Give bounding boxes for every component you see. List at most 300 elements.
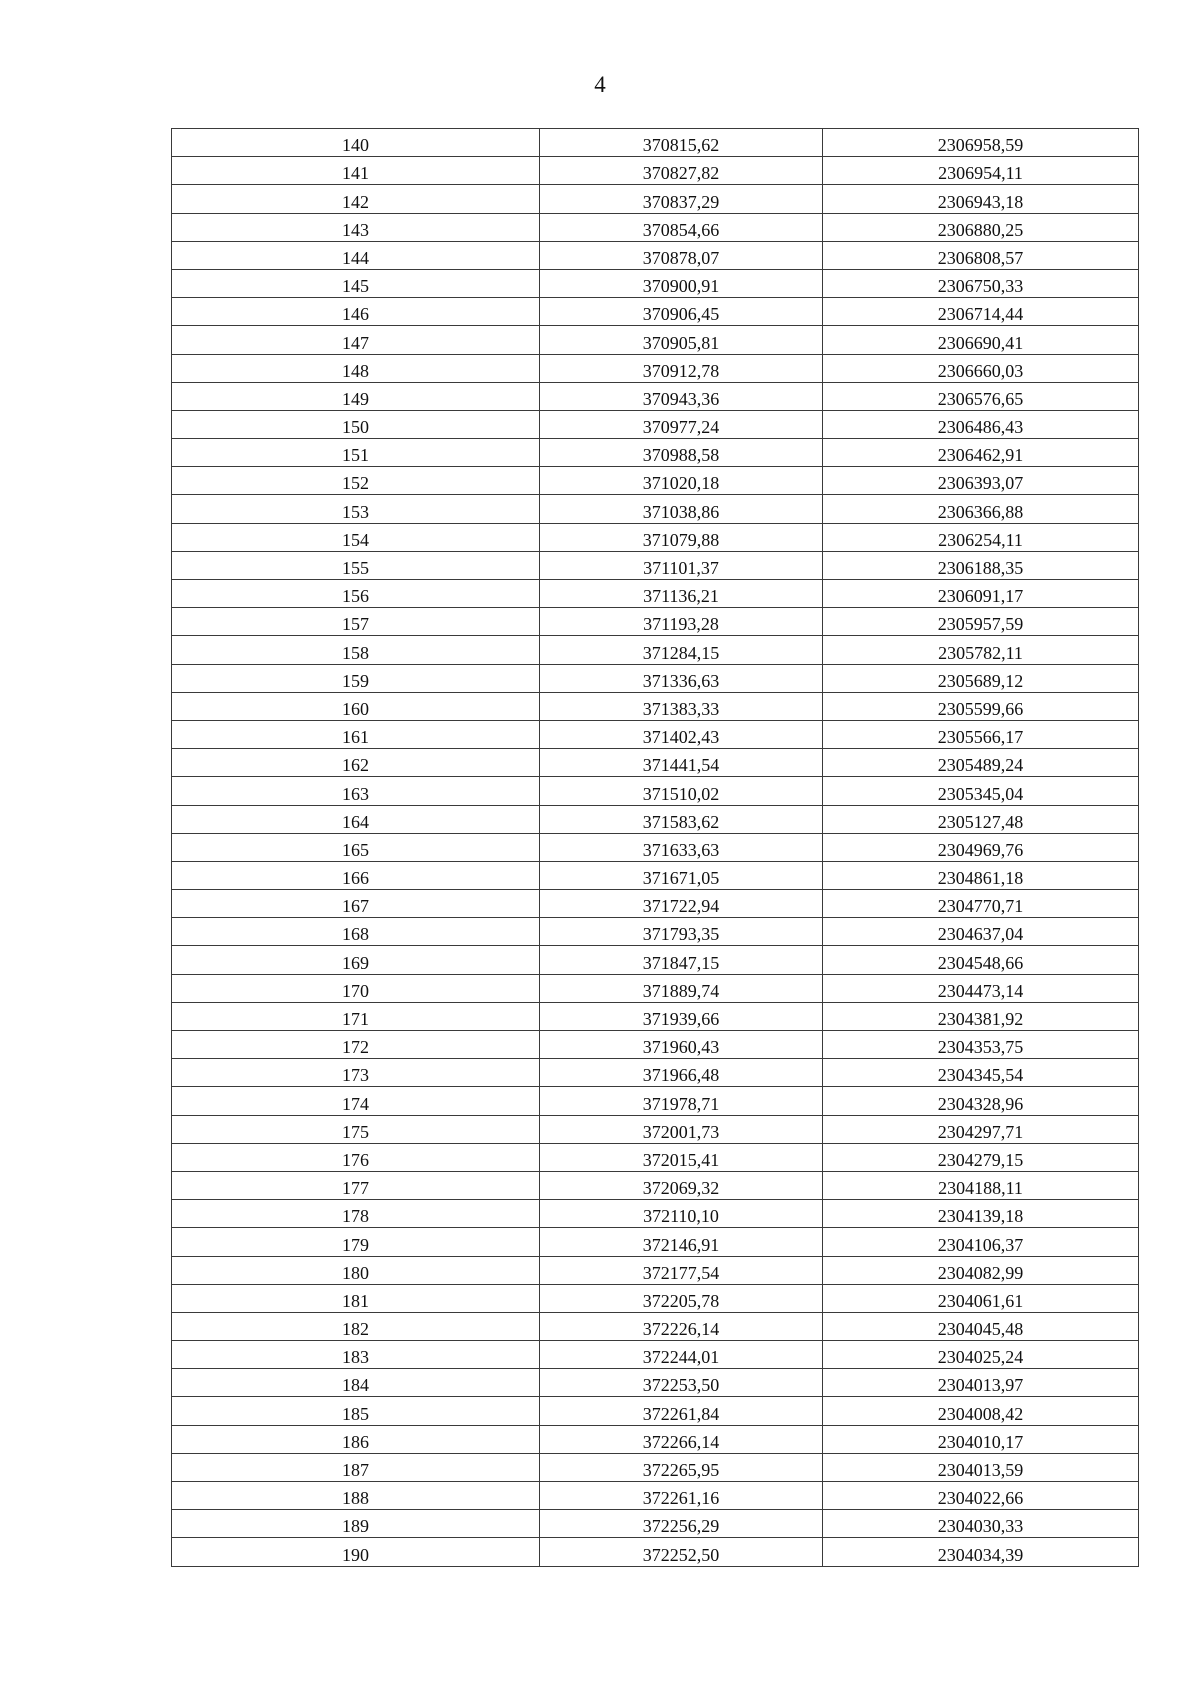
x-coordinate-cell <box>540 410 823 438</box>
table-row <box>172 298 1139 326</box>
y-coordinate-cell <box>823 749 1139 777</box>
cell-text: 183 <box>342 1347 369 1368</box>
table-row <box>172 861 1139 889</box>
cell-text: 371441,54 <box>642 755 720 776</box>
cell-text: 187 <box>342 1460 369 1480</box>
x-coordinate-cell <box>540 608 823 636</box>
cell-text: 2304013,97 <box>937 1375 1024 1396</box>
x-coordinate-cell <box>540 269 823 297</box>
table-row <box>172 1059 1139 1087</box>
cell-text: 154 <box>342 529 369 550</box>
point-number-cell <box>172 636 540 664</box>
cell-text: 371889,74 <box>642 980 720 1001</box>
cell-text: 149 <box>342 388 369 409</box>
x-coordinate-cell <box>540 1115 823 1143</box>
point-number-cell <box>172 1482 540 1510</box>
table-row <box>172 1284 1139 1312</box>
point-number-cell <box>172 382 540 410</box>
point-number-cell <box>172 1115 540 1143</box>
cell-text: 372261,84 <box>642 1403 720 1424</box>
y-coordinate-cell <box>823 918 1139 946</box>
cell-text: 2304297,71 <box>937 1121 1024 1142</box>
cell-text: 145 <box>342 276 369 297</box>
cell-text: 2306954,11 <box>938 163 1023 184</box>
y-coordinate-cell <box>823 946 1139 974</box>
x-coordinate-cell <box>540 1087 823 1115</box>
cell-text: 186 <box>342 1431 369 1452</box>
table-row <box>172 1510 1139 1538</box>
cell-text: 152 <box>342 473 369 494</box>
x-coordinate-cell <box>540 1143 823 1171</box>
y-coordinate-cell <box>823 467 1139 495</box>
point-number-cell <box>172 439 540 467</box>
point-number-cell <box>172 1200 540 1228</box>
y-coordinate-cell <box>823 1482 1139 1510</box>
cell-text: 148 <box>342 360 369 381</box>
cell-text: 2304188,11 <box>938 1178 1023 1199</box>
cell-text: 180 <box>342 1262 369 1283</box>
cell-text: 371510,02 <box>642 783 720 804</box>
x-coordinate-cell <box>540 1031 823 1059</box>
cell-text: 174 <box>342 1093 369 1114</box>
table-row <box>172 410 1139 438</box>
cell-text: 371038,86 <box>642 501 720 522</box>
x-coordinate-cell <box>540 1200 823 1228</box>
cell-text: 371939,66 <box>642 1009 720 1029</box>
cell-text: 370943,36 <box>642 388 720 409</box>
y-coordinate-cell <box>823 1369 1139 1397</box>
cell-text: 157 <box>342 614 369 635</box>
y-coordinate-cell <box>823 1143 1139 1171</box>
point-number-cell <box>172 720 540 748</box>
y-coordinate-cell <box>823 213 1139 241</box>
y-coordinate-cell <box>823 551 1139 579</box>
x-coordinate-cell <box>540 1312 823 1340</box>
cell-text: 146 <box>342 304 369 325</box>
point-number-cell <box>172 664 540 692</box>
cell-text: 372226,14 <box>642 1319 720 1340</box>
y-coordinate-cell <box>823 777 1139 805</box>
cell-text: 371284,15 <box>642 642 720 663</box>
table-row <box>172 833 1139 861</box>
cell-text: 372261,16 <box>642 1488 720 1509</box>
cell-text: 169 <box>342 952 369 973</box>
x-coordinate-cell <box>540 1510 823 1538</box>
table-row <box>172 1425 1139 1453</box>
point-number-cell <box>172 946 540 974</box>
cell-text: 2304353,75 <box>937 1037 1024 1058</box>
table-row <box>172 551 1139 579</box>
point-number-cell <box>172 354 540 382</box>
x-coordinate-cell <box>540 692 823 720</box>
table-row <box>172 382 1139 410</box>
x-coordinate-cell <box>540 777 823 805</box>
cell-text: 370977,24 <box>642 417 720 438</box>
cell-text: 2305127,48 <box>937 811 1024 832</box>
x-coordinate-cell <box>540 918 823 946</box>
cell-text: 372266,14 <box>642 1431 720 1452</box>
cell-text: 176 <box>342 1149 369 1170</box>
point-number-cell <box>172 1453 540 1481</box>
table-row <box>172 213 1139 241</box>
cell-text: 141 <box>342 163 369 184</box>
y-coordinate-cell <box>823 1031 1139 1059</box>
x-coordinate-cell <box>540 974 823 1002</box>
cell-text: 372015,41 <box>642 1149 720 1170</box>
cell-text: 2304106,37 <box>937 1234 1024 1255</box>
cell-text: 2306486,43 <box>937 417 1024 438</box>
y-coordinate-cell <box>823 354 1139 382</box>
table-row <box>172 608 1139 636</box>
table-row <box>172 1256 1139 1284</box>
cell-text: 153 <box>342 501 369 522</box>
cell-text: 170 <box>342 980 369 1001</box>
point-number-cell <box>172 1425 540 1453</box>
y-coordinate-cell <box>823 1256 1139 1284</box>
point-number-cell <box>172 833 540 861</box>
cell-text: 2304034,39 <box>937 1544 1024 1565</box>
cell-text: 178 <box>342 1206 369 1227</box>
cell-text: 2305689,12 <box>937 670 1024 691</box>
point-number-cell <box>172 1087 540 1115</box>
x-coordinate-cell <box>540 241 823 269</box>
point-number-cell <box>172 241 540 269</box>
cell-text: 2304473,14 <box>937 980 1024 1001</box>
cell-text: 2305957,59 <box>937 614 1024 635</box>
cell-text: 2305489,24 <box>937 755 1024 776</box>
cell-text: 370815,62 <box>642 135 720 156</box>
x-coordinate-cell <box>540 1538 823 1566</box>
cell-text: 370878,07 <box>642 247 720 268</box>
cell-text: 2306943,18 <box>937 191 1024 212</box>
point-number-cell <box>172 1397 540 1425</box>
table-row <box>172 1453 1139 1481</box>
y-coordinate-cell <box>823 382 1139 410</box>
point-number-cell <box>172 1312 540 1340</box>
table-row <box>172 1482 1139 1510</box>
x-coordinate-cell <box>540 1369 823 1397</box>
table-row <box>172 1200 1139 1228</box>
cell-text: 2304328,96 <box>937 1093 1024 1114</box>
cell-text: 185 <box>342 1403 369 1424</box>
x-coordinate-cell <box>540 1002 823 1030</box>
point-number-cell <box>172 918 540 946</box>
cell-text: 370827,82 <box>642 163 720 184</box>
y-coordinate-cell <box>823 298 1139 326</box>
x-coordinate-cell <box>540 1256 823 1284</box>
cell-text: 372069,32 <box>642 1178 720 1199</box>
y-coordinate-cell <box>823 580 1139 608</box>
cell-text: 2306690,41 <box>937 332 1024 353</box>
table-row <box>172 439 1139 467</box>
y-coordinate-cell <box>823 1312 1139 1340</box>
x-coordinate-cell <box>540 157 823 185</box>
point-number-cell <box>172 157 540 185</box>
cell-text: 372265,95 <box>642 1460 720 1480</box>
y-coordinate-cell <box>823 495 1139 523</box>
cell-text: 2306091,17 <box>937 586 1024 607</box>
cell-text: 161 <box>342 727 369 748</box>
point-number-cell <box>172 129 540 157</box>
cell-text: 2305566,17 <box>937 727 1024 748</box>
table-row <box>172 636 1139 664</box>
point-number-cell <box>172 1031 540 1059</box>
cell-text: 371960,43 <box>642 1037 720 1058</box>
x-coordinate-cell <box>540 382 823 410</box>
y-coordinate-cell <box>823 1538 1139 1566</box>
table-row <box>172 777 1139 805</box>
cell-text: 2306366,88 <box>937 501 1024 522</box>
cell-text: 147 <box>342 332 369 353</box>
x-coordinate-cell <box>540 1397 823 1425</box>
point-number-cell <box>172 1510 540 1538</box>
cell-text: 2306808,57 <box>937 247 1024 268</box>
table-row <box>172 185 1139 213</box>
cell-text: 370837,29 <box>642 191 720 212</box>
y-coordinate-cell <box>823 1284 1139 1312</box>
table-row <box>172 523 1139 551</box>
table-row <box>172 664 1139 692</box>
cell-text: 370988,58 <box>642 445 720 466</box>
x-coordinate-cell <box>540 1284 823 1312</box>
y-coordinate-cell <box>823 1397 1139 1425</box>
y-coordinate-cell <box>823 636 1139 664</box>
y-coordinate-cell <box>823 1115 1139 1143</box>
cell-text: 2304139,18 <box>937 1206 1024 1227</box>
y-coordinate-cell <box>823 269 1139 297</box>
cell-text: 372001,73 <box>642 1121 720 1142</box>
table-row <box>172 749 1139 777</box>
cell-text: 372252,50 <box>642 1544 720 1565</box>
y-coordinate-cell <box>823 1453 1139 1481</box>
x-coordinate-cell <box>540 298 823 326</box>
cell-text: 2304861,18 <box>937 868 1024 889</box>
point-number-cell <box>172 1171 540 1199</box>
cell-text: 2304022,66 <box>937 1488 1024 1509</box>
table-row <box>172 467 1139 495</box>
cell-text: 2304770,71 <box>937 896 1024 917</box>
cell-text: 2304082,99 <box>937 1262 1024 1283</box>
cell-text: 184 <box>342 1375 369 1396</box>
coordinates-table-body <box>172 129 1139 1567</box>
table-row <box>172 129 1139 157</box>
cell-text: 144 <box>342 247 369 268</box>
point-number-cell <box>172 1256 540 1284</box>
cell-text: 2304279,15 <box>937 1149 1024 1170</box>
y-coordinate-cell <box>823 410 1139 438</box>
x-coordinate-cell <box>540 185 823 213</box>
table-row <box>172 1087 1139 1115</box>
point-number-cell <box>172 692 540 720</box>
table-row <box>172 580 1139 608</box>
cell-text: 2305345,04 <box>937 783 1024 804</box>
cell-text: 160 <box>342 698 369 719</box>
cell-text: 163 <box>342 783 369 804</box>
y-coordinate-cell <box>823 1171 1139 1199</box>
cell-text: 372110,10 <box>643 1206 719 1227</box>
point-number-cell <box>172 1059 540 1087</box>
x-coordinate-cell <box>540 861 823 889</box>
cell-text: 166 <box>342 868 369 889</box>
cell-text: 165 <box>342 839 369 860</box>
cell-text: 2305782,11 <box>938 642 1023 663</box>
cell-text: 371336,63 <box>642 670 720 691</box>
x-coordinate-cell <box>540 213 823 241</box>
cell-text: 2306714,44 <box>937 304 1024 325</box>
cell-text: 182 <box>342 1319 369 1340</box>
table-row <box>172 269 1139 297</box>
x-coordinate-cell <box>540 1341 823 1369</box>
table-row <box>172 720 1139 748</box>
x-coordinate-cell <box>540 439 823 467</box>
cell-text: 371722,94 <box>642 896 720 917</box>
table-row <box>172 1143 1139 1171</box>
point-number-cell <box>172 467 540 495</box>
x-coordinate-cell <box>540 495 823 523</box>
cell-text: 370854,66 <box>642 219 720 240</box>
point-number-cell <box>172 213 540 241</box>
cell-text: 372177,54 <box>642 1262 720 1283</box>
cell-text: 371966,48 <box>642 1065 720 1086</box>
cell-text: 164 <box>342 811 369 832</box>
cell-text: 370912,78 <box>642 360 720 381</box>
cell-text: 2306750,33 <box>937 276 1024 297</box>
table-row <box>172 354 1139 382</box>
x-coordinate-cell <box>540 1482 823 1510</box>
x-coordinate-cell <box>540 523 823 551</box>
x-coordinate-cell <box>540 890 823 918</box>
x-coordinate-cell <box>540 636 823 664</box>
y-coordinate-cell <box>823 805 1139 833</box>
point-number-cell <box>172 1369 540 1397</box>
cell-text: 2306576,65 <box>937 388 1024 409</box>
cell-text: 2304548,66 <box>937 952 1024 973</box>
table-row <box>172 1341 1139 1369</box>
cell-text: 190 <box>342 1544 369 1565</box>
x-coordinate-cell <box>540 833 823 861</box>
x-coordinate-cell <box>540 580 823 608</box>
point-number-cell <box>172 410 540 438</box>
y-coordinate-cell <box>823 1510 1139 1538</box>
cell-text: 181 <box>342 1290 369 1311</box>
cell-text: 371020,18 <box>642 473 720 494</box>
x-coordinate-cell <box>540 1059 823 1087</box>
cell-text: 2304013,59 <box>937 1460 1024 1480</box>
cell-text: 171 <box>342 1009 369 1029</box>
cell-text: 372146,91 <box>642 1234 720 1255</box>
y-coordinate-cell <box>823 861 1139 889</box>
cell-text: 168 <box>342 924 369 945</box>
cell-text: 371136,21 <box>643 586 719 607</box>
x-coordinate-cell <box>540 129 823 157</box>
x-coordinate-cell <box>540 946 823 974</box>
y-coordinate-cell <box>823 1228 1139 1256</box>
cell-text: 143 <box>342 219 369 240</box>
x-coordinate-cell <box>540 1425 823 1453</box>
y-coordinate-cell <box>823 1341 1139 1369</box>
table-row <box>172 1002 1139 1030</box>
cell-text: 179 <box>342 1234 369 1255</box>
x-coordinate-cell <box>540 1453 823 1481</box>
point-number-cell <box>172 777 540 805</box>
cell-text: 372205,78 <box>642 1290 720 1311</box>
cell-text: 371193,28 <box>643 614 719 635</box>
cell-text: 140 <box>342 135 369 156</box>
table-row <box>172 890 1139 918</box>
table-row <box>172 1171 1139 1199</box>
y-coordinate-cell <box>823 1059 1139 1087</box>
cell-text: 2304637,04 <box>937 924 1024 945</box>
y-coordinate-cell <box>823 1087 1139 1115</box>
table-row <box>172 805 1139 833</box>
cell-text: 189 <box>342 1516 369 1537</box>
cell-text: 156 <box>342 586 369 607</box>
table-row <box>172 1228 1139 1256</box>
y-coordinate-cell <box>823 608 1139 636</box>
cell-text: 371671,05 <box>642 868 720 889</box>
coordinates-table <box>171 128 1139 1567</box>
cell-text: 2306254,11 <box>938 529 1023 550</box>
cell-text: 172 <box>342 1037 369 1058</box>
point-number-cell <box>172 269 540 297</box>
cell-text: 2304030,33 <box>937 1516 1024 1537</box>
x-coordinate-cell <box>540 467 823 495</box>
cell-text: 371383,33 <box>642 698 720 719</box>
point-number-cell <box>172 1538 540 1566</box>
y-coordinate-cell <box>823 523 1139 551</box>
cell-text: 150 <box>342 417 369 438</box>
cell-text: 2304061,61 <box>937 1290 1024 1311</box>
point-number-cell <box>172 890 540 918</box>
point-number-cell <box>172 608 540 636</box>
cell-text: 2304025,24 <box>937 1347 1024 1368</box>
x-coordinate-cell <box>540 1171 823 1199</box>
point-number-cell <box>172 749 540 777</box>
point-number-cell <box>172 1143 540 1171</box>
cell-text: 372244,01 <box>642 1347 720 1368</box>
cell-text: 2306393,07 <box>937 473 1024 494</box>
table-row <box>172 692 1139 720</box>
y-coordinate-cell <box>823 439 1139 467</box>
cell-text: 371633,63 <box>642 839 720 860</box>
cell-text: 173 <box>342 1065 369 1086</box>
cell-text: 370906,45 <box>642 304 720 325</box>
cell-text: 2306188,35 <box>937 558 1024 578</box>
cell-text: 188 <box>342 1488 369 1509</box>
point-number-cell <box>172 326 540 354</box>
cell-text: 162 <box>342 755 369 776</box>
y-coordinate-cell <box>823 1425 1139 1453</box>
cell-text: 371793,35 <box>642 924 720 945</box>
cell-text: 372253,50 <box>642 1375 720 1396</box>
cell-text: 371978,71 <box>642 1093 720 1114</box>
table-row <box>172 918 1139 946</box>
cell-text: 2304969,76 <box>937 839 1024 860</box>
table-row <box>172 1397 1139 1425</box>
point-number-cell <box>172 1341 540 1369</box>
point-number-cell <box>172 805 540 833</box>
x-coordinate-cell <box>540 805 823 833</box>
table-row <box>172 974 1139 1002</box>
cell-text: 371101,37 <box>643 558 719 578</box>
cell-text: 2304010,17 <box>937 1431 1024 1452</box>
x-coordinate-cell <box>540 1228 823 1256</box>
cell-text: 371847,15 <box>642 952 720 973</box>
table-row <box>172 1312 1139 1340</box>
point-number-cell <box>172 1284 540 1312</box>
y-coordinate-cell <box>823 129 1139 157</box>
cell-text: 2304045,48 <box>937 1319 1024 1340</box>
